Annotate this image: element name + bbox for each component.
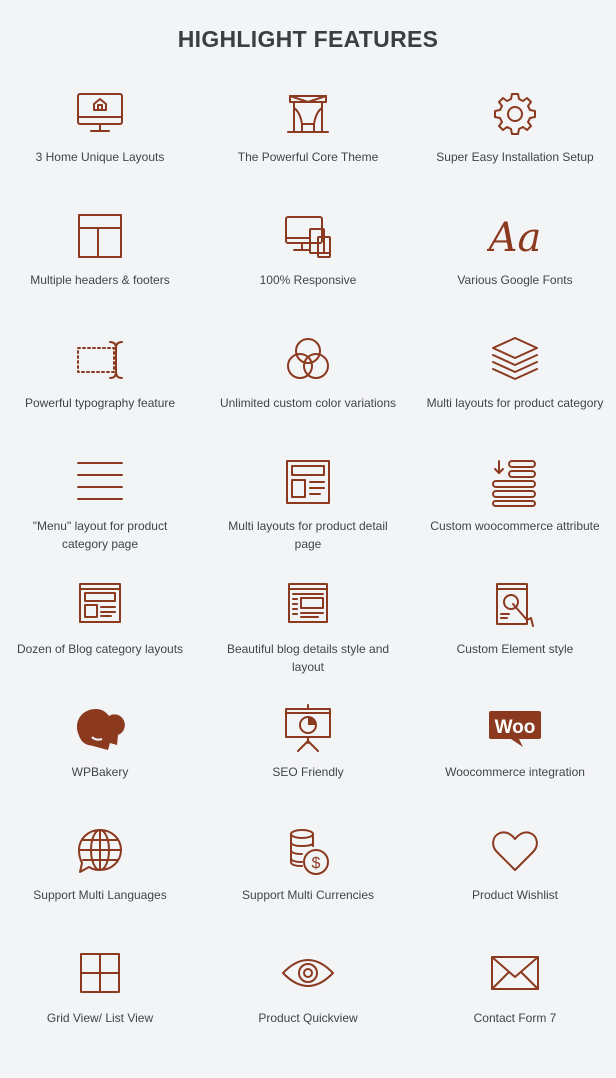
font-aa-icon xyxy=(487,211,543,263)
responsive-devices-icon xyxy=(280,211,336,263)
globe-chat-icon xyxy=(72,826,128,878)
feature-label: Custom Element style xyxy=(456,642,574,656)
custom-element-icon xyxy=(487,580,543,632)
feature-blog-category xyxy=(0,580,200,698)
feature-label: Dozen of Blog category layouts xyxy=(16,642,184,656)
feature-google-fonts xyxy=(415,211,615,329)
eye-icon xyxy=(280,949,336,1001)
feature-label: Super Easy Installation Setup xyxy=(436,150,594,164)
feature-label: Multi layouts for product category xyxy=(426,396,604,410)
feature-grid-list-view xyxy=(0,949,200,1067)
monitor-home-icon xyxy=(72,88,128,140)
feature-multi-currencies xyxy=(208,826,408,944)
feature-label: 3 Home Unique Layouts xyxy=(35,150,165,164)
feature-label: WPBakery xyxy=(71,765,129,779)
feature-multi-languages xyxy=(0,826,200,944)
feature-label: Contact Form 7 xyxy=(473,1011,557,1025)
feature-seo-friendly xyxy=(208,703,408,821)
feature-custom-element xyxy=(415,580,615,698)
feature-label: 100% Responsive xyxy=(259,273,357,287)
feature-label: Custom woocommerce attribute xyxy=(430,519,600,533)
heart-icon xyxy=(487,826,543,878)
feature-color-variations xyxy=(208,334,408,452)
feature-label: "Menu" layout for product category page xyxy=(32,519,168,551)
menu-lines-icon xyxy=(72,457,128,509)
feature-label: Product Quickview xyxy=(258,1011,358,1025)
blog-details-icon xyxy=(280,580,336,632)
feature-label: Powerful typography feature xyxy=(24,396,176,410)
feature-label: Support Multi Languages xyxy=(33,888,167,902)
feature-woocommerce xyxy=(415,703,615,821)
feature-easy-installation xyxy=(415,88,615,206)
feature-category-layouts xyxy=(415,334,615,452)
feature-headers-footers xyxy=(0,211,200,329)
color-circles-icon xyxy=(280,334,336,386)
presentation-chart-icon xyxy=(280,703,336,755)
feature-label: Beautiful blog details style and layout xyxy=(226,642,390,674)
svg-text:Woo: Woo xyxy=(494,717,536,738)
svg-text:$: $ xyxy=(311,855,321,872)
gear-icon xyxy=(487,88,543,140)
feature-woo-attribute xyxy=(415,457,615,575)
layers-icon xyxy=(487,334,543,386)
feature-typography xyxy=(0,334,200,452)
feature-wpbakery xyxy=(0,703,200,821)
envelope-icon xyxy=(487,949,543,1001)
feature-home-layouts xyxy=(0,88,200,206)
feature-label: Support Multi Currencies xyxy=(241,888,375,902)
text-cursor-icon xyxy=(72,334,128,386)
sort-list-icon xyxy=(487,457,543,509)
stage-frame-icon xyxy=(280,88,336,140)
feature-label: Woocommerce integration xyxy=(445,765,585,779)
feature-label: The Powerful Core Theme xyxy=(237,150,379,164)
page-title: HIGHLIGHT FEATURES xyxy=(177,26,439,52)
feature-contact-form xyxy=(415,949,615,1067)
layout-grid-icon xyxy=(72,211,128,263)
feature-label: Multiple headers & footers xyxy=(30,273,170,287)
feature-label: SEO Friendly xyxy=(272,765,344,779)
coins-dollar-icon xyxy=(280,826,336,878)
feature-wishlist xyxy=(415,826,615,944)
wpbakery-icon xyxy=(72,703,128,755)
feature-product-detail xyxy=(208,457,408,575)
feature-label: Unlimited custom color variations xyxy=(219,396,397,410)
feature-blog-details xyxy=(208,580,408,698)
feature-quickview xyxy=(208,949,408,1067)
feature-label: Product Wishlist xyxy=(471,888,559,902)
grid-view-icon xyxy=(72,949,128,1001)
feature-menu-layout xyxy=(0,457,200,575)
feature-responsive xyxy=(208,211,408,329)
feature-label: Grid View/ List View xyxy=(46,1011,154,1025)
product-detail-icon xyxy=(280,457,336,509)
feature-label: Multi layouts for product detail page xyxy=(228,519,388,551)
woocommerce-icon xyxy=(487,703,543,755)
feature-core-theme xyxy=(208,88,408,206)
feature-label: Various Google Fonts xyxy=(457,273,573,287)
svg-text:Aa: Aa xyxy=(488,215,542,261)
blog-category-icon xyxy=(72,580,128,632)
